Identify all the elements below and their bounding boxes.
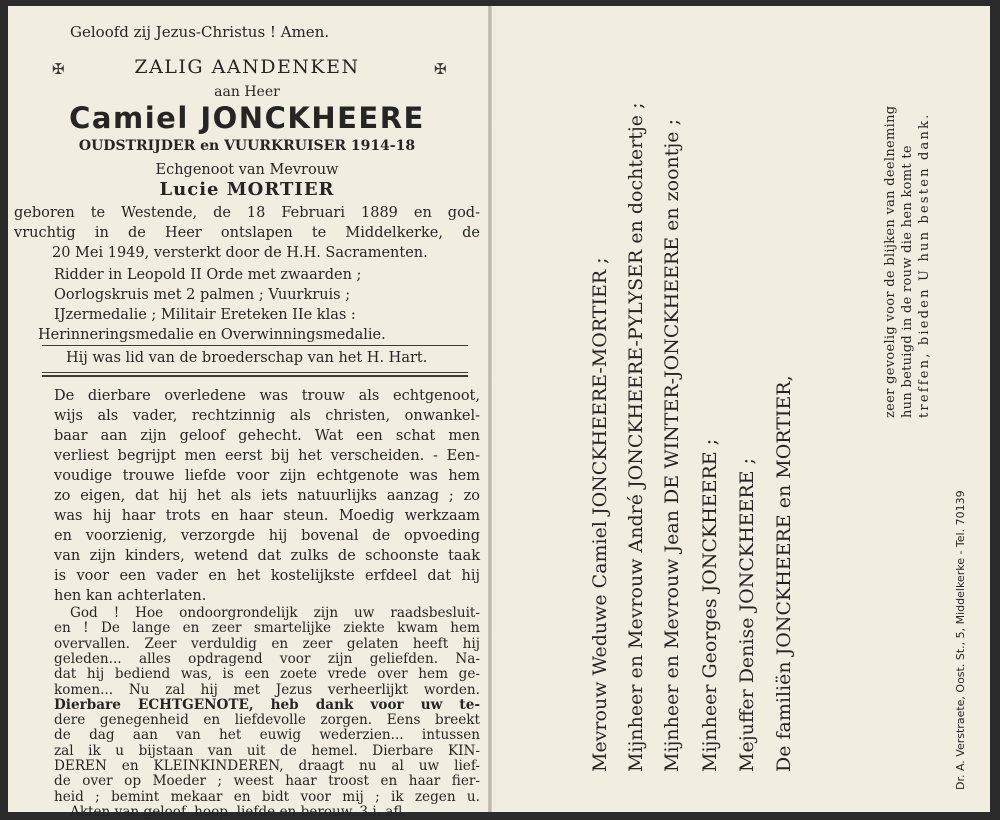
body-line: voudige trouwe liefde voor zijn echtgenote was hem [54,468,480,484]
body-line: overvallen. Zeer verduldig en zeer gelaten heeft hij [54,635,480,652]
body-line: geleden... alles opdragend voor zijn geliefden. Na- [54,650,480,667]
body-line: wijs als vader, rechtzinnig als christen, onwankel- [54,408,480,424]
spouse-name: Lucie MORTIER [159,179,335,200]
veteran-title: OUDSTRIJDER en VUURKRUISER 1914-18 [78,138,416,154]
printer-imprint: Dr. A. Verstraete, Oost. St., 5, Middelkerke - Tel. 70139 [954,490,967,790]
family-line: Mejuffer Denise JONCKHEERE ; [736,458,758,772]
family-line: Mevrouw Weduwe Camiel JONCKHEERE-MORTIER ; [589,257,611,772]
memorial-title: ZALIG AANDENKEN [134,56,360,78]
cross-left-icon: ✠ [52,60,65,78]
body-line: Dierbare ECHTGENOTE, heb dank voor uw te- [54,696,480,713]
card-fold [488,6,492,812]
body-line: verliest begrijpt men eerst bij het verscheiden. - Een- [54,448,480,464]
bio-line: geboren te Westende, de 18 Februari 1889 en god- [14,205,480,221]
body-line: De dierbare overledene was trouw als echtgenoot, [54,388,480,404]
honour-line: Ridder in Leopold II Orde met zwaarden ; [54,267,362,283]
body-line: God ! Hoe ondoorgrondelijk zijn uw raadsbesluit- [70,605,480,621]
bio-line: 20 Mei 1949, versterkt door de H.H. Sacramenten. [52,245,428,261]
honour-line: Oorlogskruis met 2 palmen ; Vuurkruis ; [54,287,351,303]
bio-line: vruchtig in de Heer ontslapen te Middelkerke, de [14,225,480,241]
honour-line: IJzermedalie ; Militair Ereteken IIe klas : [54,307,356,323]
body-line: DEREN en KLEINKINDEREN, draagt nu al uw lief- [54,758,480,774]
body-line: van zijn kinders, wetend dat zulks de schoonste taak [54,548,480,564]
brotherhood-line: Hij was lid van de broederschap van het H. Hart. [66,350,428,366]
name-prefix: aan Heer [214,84,280,100]
thanks-line: hun betuigd in de rouw die hen komt te [900,145,915,418]
body-line: en ! De lange en zeer smartelijke ziekte kwam hem [54,620,480,637]
body-line: dat hij bediend was, is een zoete vrede over hem ge- [54,666,480,683]
body-line: Akten van geloof, hoop, liefde en berouw. 3 j. afl. [70,803,407,820]
body-line: de dag aan van het euwig wederzien... intussen [54,727,480,744]
body-line: hen kan achterlaten. [54,588,207,604]
opening-prayer: Geloofd zij Jezus-Christus ! Amen. [70,23,330,41]
family-line: De familiën JONCKHEERE en MORTIER, [773,375,795,772]
family-line: Mijnheer en Mevrouw Jean DE WINTER-JONCKHEERE en zoontje ; [661,119,683,772]
body-line: baar aan zijn geloof gehecht. Wat een schat men [54,428,480,444]
thanks-line: zeer gevoelig voor de blijken van deelneming [883,105,898,418]
deceased-name: Camiel JONCKHEERE [69,101,425,135]
body-line: is voor een vader en het kostelijkste erfdeel dat hij [54,568,480,584]
cross-right-icon: ✠ [434,60,447,78]
body-line: komen... Nu zal hij met Jezus verheerlijkt worden. [54,681,480,698]
spouse-intro: Echgenoot van Mevrouw [155,162,339,178]
family-line: Mijnheer Georges JONCKHEERE ; [699,438,721,772]
body-line: de over op Moeder ; weest haar troost en haar fier- [54,773,480,790]
body-line: was hij haar trots en haar steun. Moedig werkzaam [54,508,480,524]
thanks-line: treffen, bieden U hun besten dank. [917,112,932,418]
body-line: en voorzienig, verzorgde hij bovenal de opvoeding [54,528,480,544]
body-line: zo eigen, dat hij het als iets natuurlijks aanzag ; zo [54,488,480,504]
family-line: Mijnheer en Mevrouw André JONCKHEERE-PYLYSER en dochtertje ; [625,102,647,772]
left-panel-lower [14,14,480,806]
body-line: zal ik u bijstaan van uit de hemel. Dierbare KIN- [54,742,480,759]
body-line: dere genegenheid en liefdevolle zorgen. Eens breekt [54,712,480,729]
body-line: heid ; bemint mekaar en bidt voor mij ; ik zegen u. [54,788,480,805]
honour-line: Herinneringsmedalie en Overwinningsmedalie. [38,327,386,343]
